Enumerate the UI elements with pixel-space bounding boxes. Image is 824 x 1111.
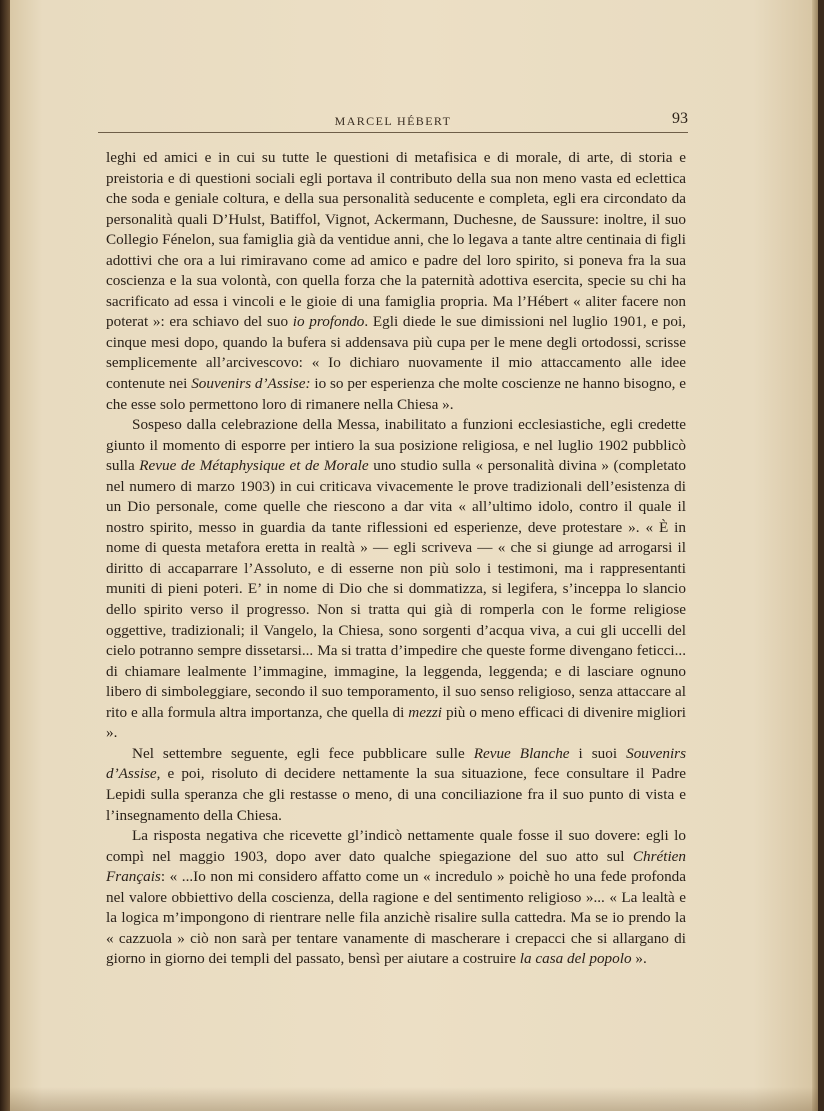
paragraph-4 bbox=[106, 826, 686, 970]
text-run: : « ...Io non mi considero affatto come un « incredulo » poichè ho una fede profonda nel valore obbiettivo della coscienza, della ragione e del sentimento religioso »... « La lealtà e la logica m’impongono di rientrare nelle fila anzichè risalire sulla cattedra. Ma se io prendo la « cazzuola » ciò non sarà per tentare vanamente di mascherare i crepacci che si allargano di giorno in giorno dei templi del passato, bensì per aiutare a costruire bbox=[106, 868, 686, 968]
text-run: ». bbox=[631, 950, 647, 968]
book-page bbox=[10, 0, 818, 1111]
text-run: uno studio sulla « personalità divina » (completato nel numero di marzo 1903) in cui criticava vivacemente le prove tradizionali dell’esistenza di un Dio personale, come quelle che riescono a dar vita « all’ultimo idolo, contro il quale il nostro spirito, messo in guardia da tante riflessioni ed esperienze, deve protestare ». « È in nome di questa metafora eretta in realtà » — egli scriveva — « che si giunge ad arrogarsi il diritto di accaparrare l’Assoluto, e di esserne non più solo i testimoni, ma i rappresentanti muniti di pieni poteri. E’ in nome di Dio che si dommatizza, si legifera, s’inceppa lo slancio dello spirito verso il progresso. Non si tratta qui già di romperla con le forme religiose oggettive, tradizionali; il Vangelo, la Chiesa, sono sorgenti d’acqua viva, a cui gli uccelli del cielo potranno sempre dissetarsi... Ma si tratta d’impedire che queste forme divengano feticci... di chiamare lealmente l’immagine, immagine, la leggenda, leggenda; e di lasciare ognuno libero di simboleggiare, secondo il suo temporamento, il suo senso religioso, senza attaccare al rito e alla formula altra importanza, che quella di bbox=[106, 457, 686, 721]
italic-phrase: mezzi bbox=[408, 703, 443, 721]
paragraph-1 bbox=[106, 148, 686, 415]
book-spine-shadow bbox=[0, 0, 10, 1111]
text-run: i suoi bbox=[569, 744, 627, 762]
text-run: . Egli diede le sue dimissioni nel luglio 1901, e poi, cinque mesi dopo, quando la bufera si addensava più cupa per le mene degli ortodossi, scrisse semplicemente all’arcivescovo: « Io dichiaro nuovamente il mio attaccamento alle idee contenute nei bbox=[106, 313, 686, 393]
italic-phrase: io profondo bbox=[292, 313, 365, 331]
text-run: Sospeso dalla celebrazione della Messa, inabilitato a funzioni ecclesiastiche, egli credette giunto il momento di esporre per intiero la sua posizione religiosa, e nel luglio 1902 pubblicò sulla bbox=[106, 416, 686, 475]
paragraph-3 bbox=[106, 744, 686, 826]
page-bottom-shadow bbox=[10, 1087, 818, 1111]
page-header bbox=[98, 112, 688, 134]
text-run: , e poi, risoluto di decidere nettamente la sua situazione, fece consultare il Padre Lepidi sulla speranza che gli restasse o meno, di una conciliazione fra il suo punto di vista e l’insegnamento della Chiesa. bbox=[106, 765, 686, 824]
italic-title: Revue de Métaphysique et de Morale bbox=[139, 457, 369, 475]
text-run: Nel settembre seguente, egli fece pubblicare sulle bbox=[132, 744, 474, 762]
paragraph-2 bbox=[106, 415, 686, 744]
italic-title: Chrétien Français bbox=[106, 847, 686, 886]
running-head: MARCEL HÉBERT bbox=[334, 114, 452, 128]
text-run: più o meno efficaci di divenire migliori ». bbox=[106, 703, 686, 742]
italic-phrase: la casa del popolo bbox=[519, 950, 632, 968]
italic-title: Souvenirs d’Assise bbox=[106, 744, 686, 783]
italic-title: Souvenirs d’Assise: bbox=[191, 375, 311, 393]
page-number: 93 bbox=[672, 110, 688, 127]
text-run: leghi ed amici e in cui su tutte le questioni di metafisica e di morale, di arte, di storia e preistoria e di questioni sociali egli portava il contributo della sua non meno vasta ed eclettica che soda e geniale coltura, e della sua personalità seducente e completa, egli era circondato da personalità quali D’Hulst, Batiffol, Vignot, Ackermann, Duchesne, de Saussure: inoltre, il suo Collegio Fénelon, sua famiglia già da ventidue anni, che lo legava a tante altre centinaia di figli adottivi che ora a lui rimiravano come ad amico e padre del loro spirito, si poneva fra la sua coscienza e la sua volontà, con quella forza che la paternità adottiva esercita, specie su chi ha sacrificato ad essa i vincoli e le gioie di una famiglia propria. Ma l’Hébert « aliter facere non poterat »: era schiavo del suo bbox=[106, 149, 686, 331]
text-run: io so per esperienza che molte coscienze ne hanno bisogno, e che esse solo permettono loro di rimanere nella Chiesa ». bbox=[106, 375, 687, 413]
text-run: La risposta negativa che ricevette gl’indicò nettamente quale fosse il suo dovere: egli lo compì nel maggio 1903, dopo aver dato qualche spiegazione del suo atto sul bbox=[106, 827, 686, 865]
italic-title: Revue Blanche bbox=[473, 744, 570, 762]
header-rule bbox=[98, 132, 688, 133]
body-text bbox=[106, 148, 686, 970]
page-edge bbox=[812, 0, 818, 1111]
